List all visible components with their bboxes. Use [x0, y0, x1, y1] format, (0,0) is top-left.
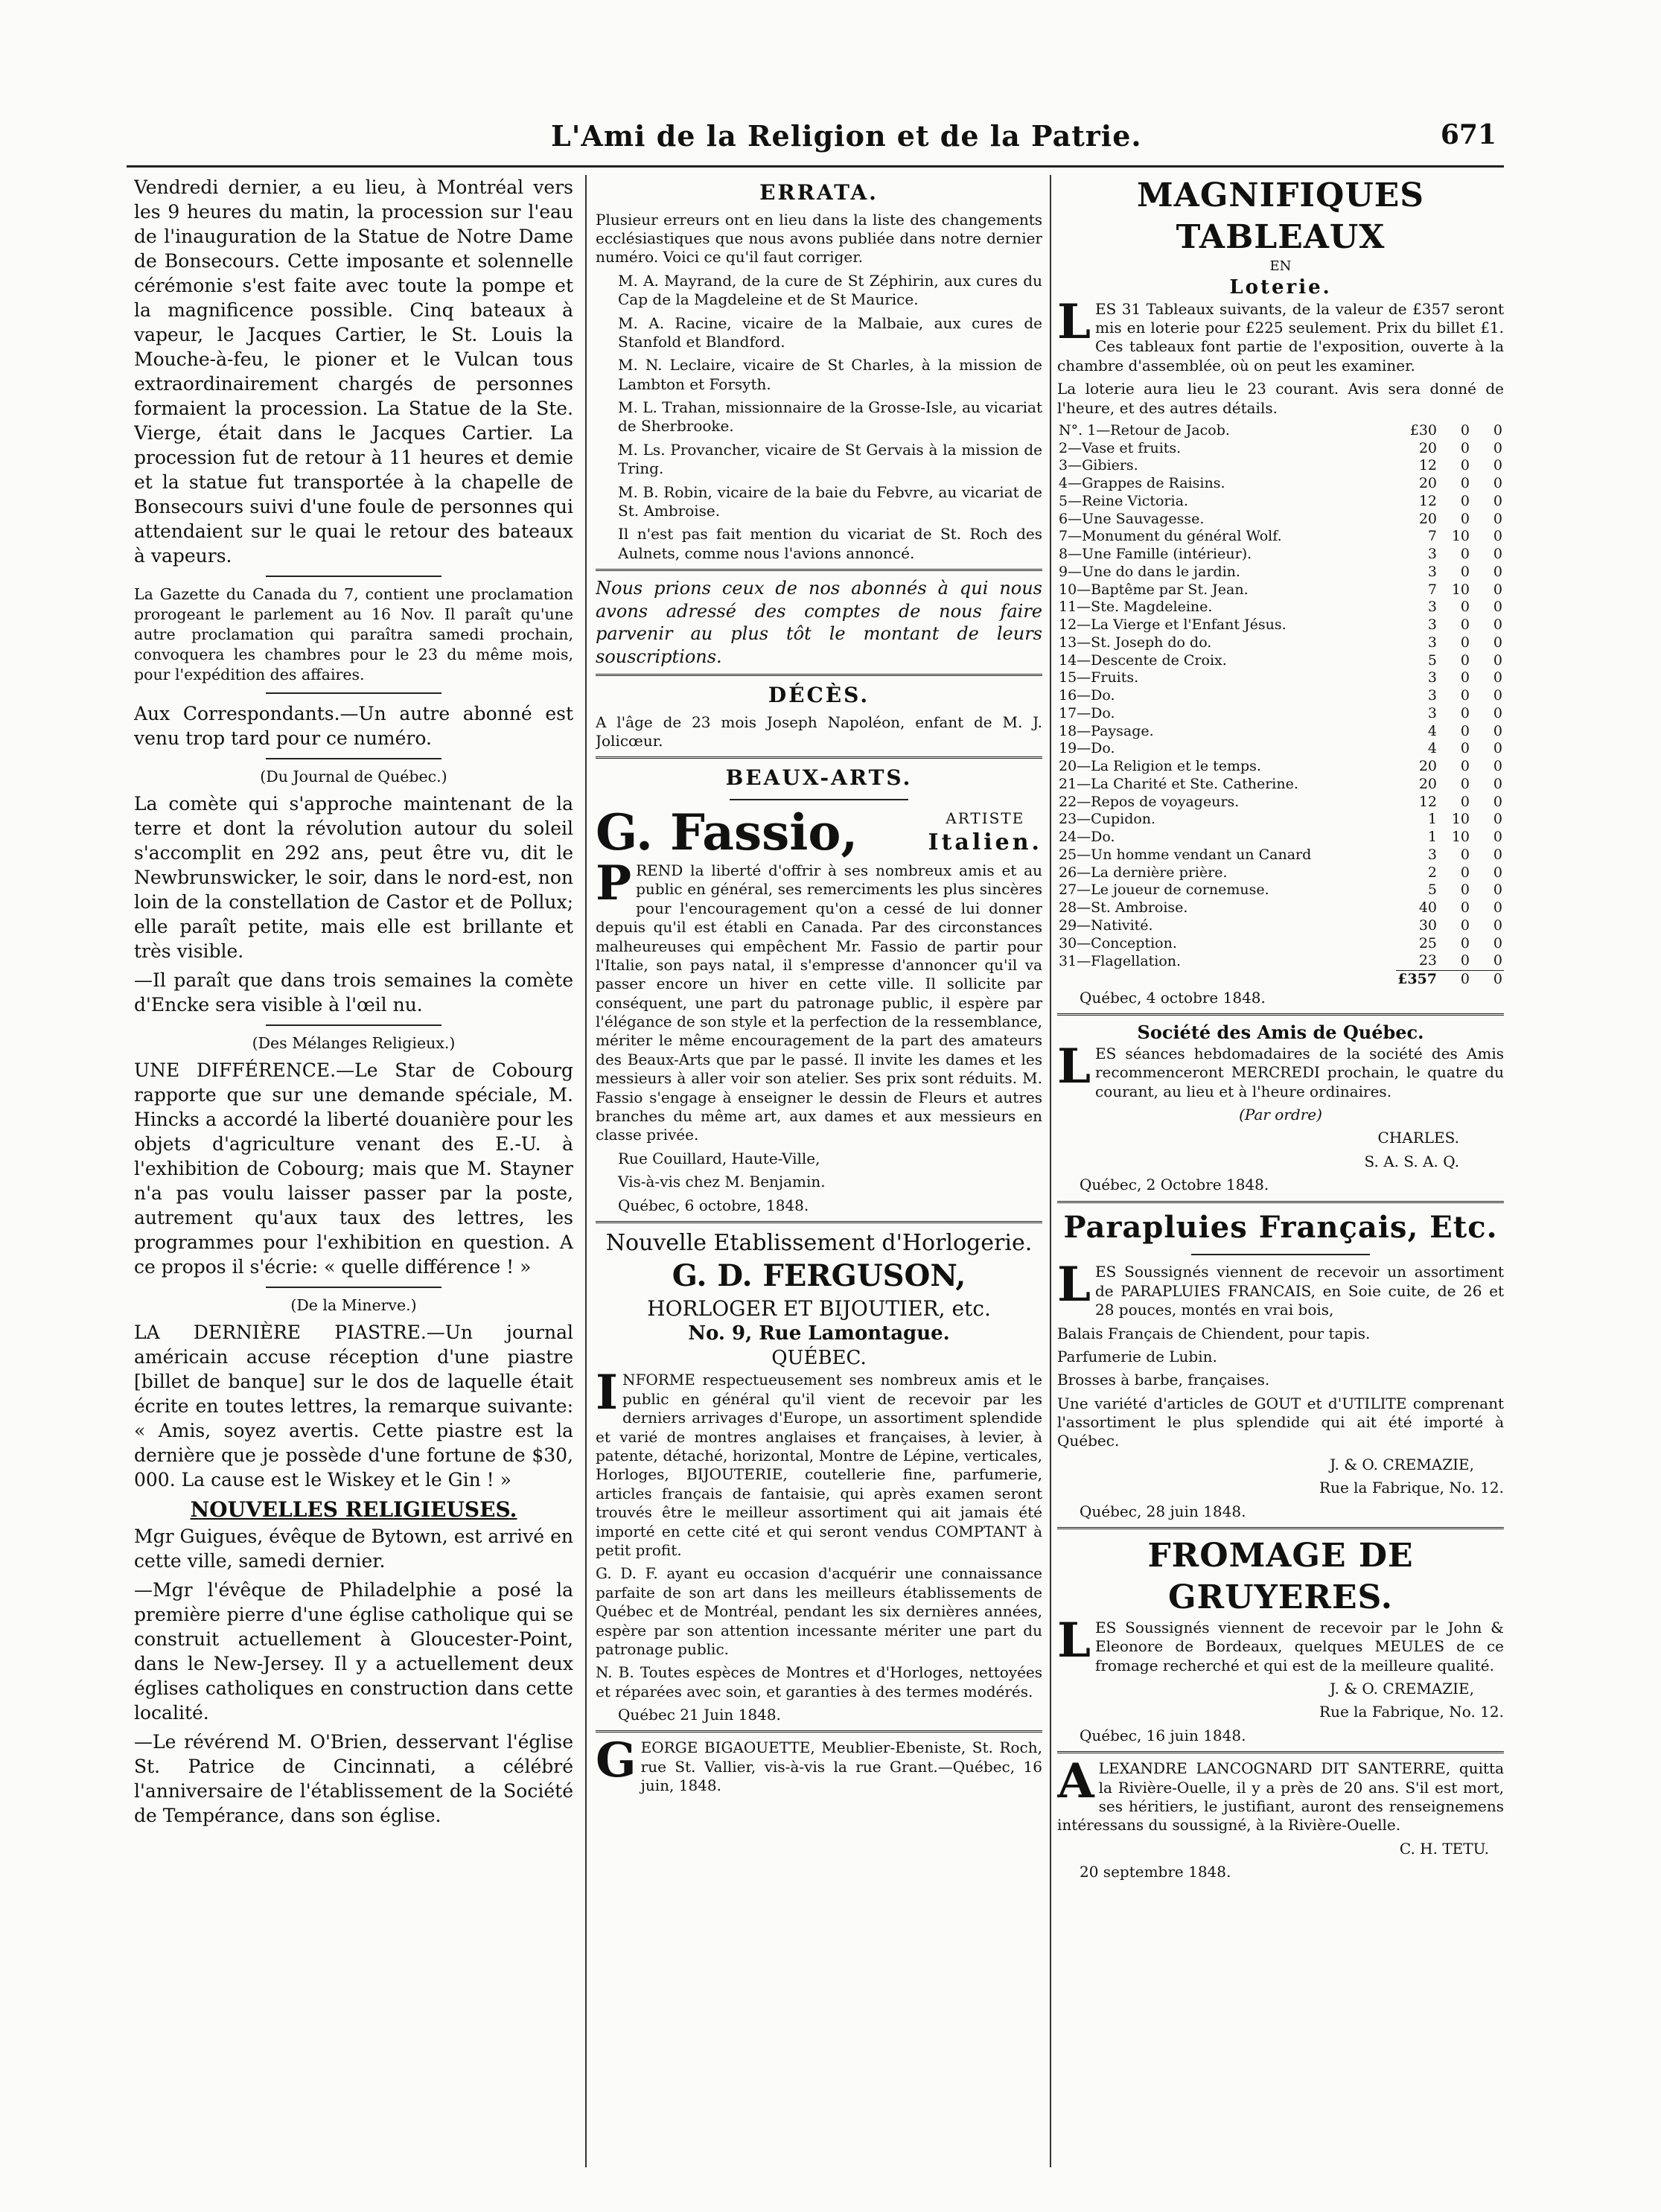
- loterie-row: [1057, 581, 1504, 599]
- price-pence: 0: [1493, 758, 1502, 775]
- errata-item: M. A. Racine, vicaire de la Malbaie, aux cures de Stanfold et Blandford.: [618, 313, 1042, 351]
- painting-title: 3—Gibiers.: [1059, 457, 1138, 474]
- painting-title: 9—Une do dans le jardin.: [1059, 563, 1240, 580]
- painting-title: N°. 1—Retour de Jacob.: [1059, 421, 1230, 439]
- price-pence: 0: [1493, 793, 1502, 810]
- price-pounds: 3: [1427, 704, 1437, 721]
- tableaux-intro-2: La loterie aura lieu le 23 courant. Avis sera donné de l'heure, et des autres détails.: [1057, 380, 1504, 417]
- price-pence: 0: [1493, 457, 1502, 474]
- loterie-row: [1057, 457, 1504, 475]
- separator: [596, 674, 1042, 676]
- painting-title: 13—St. Joseph do do.: [1059, 634, 1212, 651]
- price-pence: 0: [1493, 687, 1502, 704]
- parapluies-body: ES Soussignés viennent de recevoir un assortiment de PARAPLUIES FRANCAIS, en Soie cuite, de 26 et 28 pouces, montés en vrai bois,: [1095, 1263, 1504, 1319]
- total-pounds: £357: [1397, 971, 1437, 988]
- dropcap: L: [1057, 1038, 1091, 1094]
- page-number: 671: [1440, 119, 1496, 150]
- fassio-italien: Italien.: [928, 829, 1042, 855]
- loterie-row: [1057, 511, 1504, 529]
- ferguson-body: NFORME respectueusement ses nombreux amis et le public en général qu'il vient de recevoir par les derniers arrivages d'Europe, un assortiment splendide et varié de montres anglaises et françaises, à levier, à patente, détaché, horizontal, Montre de Lépine, verticales, Horloges, BIJOUTERIE, coutellerie fine, parfumerie, articles français de fantaisie, qui après examen seront trouvés être le meilleur assortiment qui ait jamais été importé en cette cité et qui seront vendus COMPTANT à petit profit.: [596, 1371, 1042, 1559]
- fromage-date: Québec, 16 juin 1848.: [1080, 1726, 1246, 1744]
- painting-title: 11—Ste. Magdeleine.: [1059, 599, 1213, 616]
- societe-body: ES séances hebdomadaires de la société des Amis recommenceront MERCREDI prochain, le quatre du courant, au lieu et à l'heure ordinaires.: [1095, 1044, 1504, 1100]
- price-pence: 0: [1493, 421, 1502, 439]
- painting-title: 19—Do.: [1059, 740, 1115, 757]
- ferguson-date: Québec 21 Juin 1848.: [618, 1706, 781, 1724]
- cremazie-name-1: J. & O. CREMAZIE,: [1330, 1455, 1474, 1473]
- price-pence: 0: [1493, 811, 1502, 828]
- price-pence: 0: [1493, 669, 1502, 686]
- loterie-row: [1057, 493, 1504, 511]
- painting-title: 7—Monument du général Wolf.: [1059, 528, 1282, 545]
- separator: [1057, 1751, 1504, 1753]
- loterie-row: [1057, 422, 1504, 440]
- price-pence: 0: [1493, 775, 1502, 792]
- article-derniere-piastre: LA DERNIÈRE PIASTRE.—Un journal américain accuse réception d'une piastre [billet de banque] sur le dos de laquelle était écrite en toutes lettres, la remarque suivante: « Amis, soyez avertis. Cette piastre est la dernière que je possède d'une fortune de $30, 000. La cause est le Wiskey et le Gin ! »: [134, 1322, 573, 1491]
- price-pounds: 20: [1418, 439, 1437, 456]
- dropcap: L: [1057, 1612, 1091, 1668]
- price-shillings: 0: [1460, 758, 1470, 775]
- separator: [266, 1024, 441, 1026]
- parapluies-text: [1057, 1257, 1504, 1319]
- painting-title: 8—Une Famille (intérieur).: [1059, 546, 1252, 563]
- price-shillings: 0: [1460, 704, 1470, 721]
- separator: [266, 758, 441, 759]
- painting-title: 15—Fruits.: [1059, 669, 1139, 686]
- brosses-line: Brosses à barbe, françaises.: [1057, 1371, 1270, 1389]
- separator: [596, 1221, 1042, 1223]
- price-pounds: 7: [1427, 581, 1437, 598]
- tableaux-date: Québec, 4 octobre 1848.: [1080, 988, 1266, 1007]
- ferguson-subtitle: HORLOGER ET BIJOUTIER, etc.: [647, 1295, 991, 1321]
- fassio-address-1: Rue Couillard, Haute-Ville,: [618, 1149, 820, 1167]
- parfumerie-line: Parfumerie de Lubin.: [1057, 1347, 1217, 1365]
- price-shillings: 10: [1451, 581, 1470, 598]
- loterie-row: [1057, 935, 1504, 953]
- price-pounds: 7: [1427, 528, 1437, 545]
- price-pounds: 20: [1418, 510, 1437, 527]
- loterie-row: [1057, 687, 1504, 705]
- price-shillings: 0: [1460, 687, 1470, 704]
- loterie-row: [1057, 829, 1504, 847]
- total-pence: 0: [1471, 971, 1504, 989]
- painting-title: 10—Baptême par St. Jean.: [1059, 581, 1249, 598]
- societe-title: Société des Amis de Québec.: [1137, 1021, 1424, 1044]
- fassio-tagline: [928, 809, 1042, 856]
- price-shillings: 0: [1460, 616, 1470, 634]
- errata-item: M. B. Robin, vicaire de la baie du Febvre, au vicariat de St. Ambroise.: [618, 482, 1042, 520]
- price-pounds: 2: [1427, 864, 1437, 881]
- price-pence: 0: [1493, 599, 1502, 616]
- dropcap: P: [596, 855, 632, 911]
- column-1: [134, 175, 573, 2167]
- loterie-row: [1057, 740, 1504, 758]
- signature-tetu: C. H. TETU.: [1399, 1839, 1489, 1858]
- loterie-row: [1057, 847, 1504, 864]
- price-shillings: 0: [1460, 492, 1470, 509]
- price-pence: 0: [1493, 882, 1502, 899]
- painting-title: 2—Vase et fruits.: [1059, 439, 1182, 456]
- separator: [1057, 1201, 1504, 1203]
- price-shillings: 0: [1460, 775, 1470, 792]
- price-shillings: 0: [1460, 599, 1470, 616]
- price-shillings: 0: [1460, 669, 1470, 686]
- loterie-row: [1057, 652, 1504, 670]
- separator: [266, 1287, 441, 1288]
- price-pence: 0: [1493, 581, 1502, 598]
- price-pence: 0: [1493, 475, 1502, 492]
- article-obrien: —Le révérend M. O'Brien, desservant l'église St. Patrice de Cincinnati, a célébré l'anniversaire de l'établissement de la Société de Tempérance, dans son église.: [134, 1731, 573, 1827]
- price-pounds: £30: [1409, 421, 1437, 439]
- loterie-row: [1057, 546, 1504, 564]
- price-shillings: 0: [1460, 882, 1470, 899]
- painting-title: 25—Un homme vendant un Canard: [1059, 846, 1312, 863]
- price-pounds: 3: [1427, 599, 1437, 616]
- loterie-row: [1057, 811, 1504, 829]
- separator: [1057, 1527, 1504, 1529]
- price-pence: 0: [1493, 722, 1502, 739]
- errata-item: Il n'est pas fait mention du vicariat de St. Roch des Aulnets, comme nous l'avions annoncé.: [618, 525, 1042, 562]
- page-header: [127, 119, 1504, 164]
- price-pence: 0: [1493, 934, 1502, 952]
- painting-title: 28—St. Ambroise.: [1059, 899, 1188, 917]
- price-shillings: 0: [1460, 952, 1470, 969]
- fassio-date: Québec, 6 octobre, 1848.: [618, 1196, 809, 1214]
- errata-item: M. N. Leclaire, vicaire de St Charles, à la mission de Lambton et Forsyth.: [618, 356, 1042, 393]
- price-shillings: 10: [1451, 829, 1470, 846]
- ferguson-city: QUÉBEC.: [771, 1347, 867, 1370]
- societe-text: [1057, 1038, 1504, 1101]
- loterie-row: [1057, 794, 1504, 812]
- price-pence: 0: [1493, 899, 1502, 917]
- price-shillings: 0: [1460, 546, 1470, 563]
- separator: [266, 576, 441, 577]
- price-pounds: 3: [1427, 634, 1437, 651]
- fromage-text: [1057, 1612, 1504, 1675]
- price-pence: 0: [1493, 546, 1502, 563]
- price-shillings: 0: [1460, 457, 1470, 474]
- source-journal-quebec: (Du Journal de Québec.): [260, 768, 447, 786]
- separator: [730, 799, 908, 800]
- alexandre-ad: [1057, 1753, 1504, 1835]
- price-pence: 0: [1493, 439, 1502, 456]
- painting-title: 27—Le joueur de cornemuse.: [1059, 882, 1269, 899]
- fassio-body: REND la liberté d'offrir à ses nombreux amis et au public en général, ses remerciments les plus sincères pour l'encouragement qu'on a cessé de lui donner depuis qu'il est établi en Canada. Par des circonstances malheureuses qui empêchent Mr. Fassio de partir pour l'Italie, son pays natal, il s'empresse d'annoncer qu'il va passer encore un hiver en cette ville. Il sollicite par conséquent, une part du patronage public, il espère par l'élégance de son style et la perfection de la ressemblance, mériter le même encouragement de la part des amateurs des Beaux-Arts que par le passé. Il invite les dames et les messieurs à aller voir son atelier. Ses prix sont réduits. M. Fassio s'engage à enseigner le dessin de Fleurs et autres branches du même art, aux dames et aux messieurs en classe privée.: [596, 861, 1042, 1144]
- painting-title: 23—Cupidon.: [1059, 811, 1156, 828]
- article-encke: —Il paraît que dans trois semaines la comète d'Encke sera visible à l'œil nu.: [134, 969, 573, 1016]
- cremazie-address-2: Rue la Fabrique, No. 12.: [1319, 1703, 1504, 1721]
- loterie-row: [1057, 899, 1504, 917]
- dropcap: I: [596, 1365, 618, 1421]
- fassio-heading: [596, 803, 1042, 861]
- painting-title: 21—La Charité et Ste. Catherine.: [1059, 775, 1298, 792]
- painting-title: 16—Do.: [1059, 687, 1115, 704]
- price-pence: 0: [1493, 510, 1502, 527]
- painting-title: 12—La Vierge et l'Enfant Jésus.: [1059, 616, 1287, 634]
- errata-item: M. L. Trahan, missionnaire de la Grosse-Isle, au vicariat de Sherbrooke.: [618, 398, 1042, 436]
- painting-title: 14—Descente de Croix.: [1059, 651, 1227, 669]
- price-pounds: 5: [1427, 882, 1437, 899]
- fassio-name: G. Fassio,: [596, 803, 858, 861]
- notice-correspondants: Aux Correspondants.—Un autre abonné est venu trop tard pour ce numéro.: [134, 703, 573, 750]
- price-shillings: 0: [1460, 651, 1470, 669]
- bigaouette-ad: [596, 1733, 1042, 1795]
- separator: [596, 756, 1042, 759]
- balais-line: Balais Français de Chiendent, pour tapis.: [1057, 1324, 1371, 1342]
- painting-title: 18—Paysage.: [1059, 722, 1154, 739]
- price-shillings: 0: [1460, 917, 1470, 934]
- painting-title: 5—Reine Victoria.: [1059, 492, 1188, 509]
- painting-title: 29—Nativité.: [1059, 917, 1153, 934]
- article-procession: Vendredi dernier, a eu lieu, à Montréal vers les 9 heures du matin, la procession sur l'eau de l'inauguration de la Statue de Notre Dame de Bonsecours. Cette imposante et solennelle cérémonie s'est faite avec toute la pompe et la magnificence possible. Cinq bateaux à vapeur, le Jacques Cartier, le St. Louis la Mouche-à-feu, le pioner et le Vulcan tous extraordinairement chargés de personnes formaient la procession. La Statue de la Ste. Vierge, était dans le Jacques Cartier. La procession fut de retour à 11 heures et demie et la statue fut transportée à la chapelle de Bonsecours suivi d'une foule de personnes qui attendaient sur le quai le retour des bateaux à vapeurs.: [134, 176, 573, 567]
- price-pence: 0: [1493, 917, 1502, 934]
- societe-date: Québec, 2 Octobre 1848.: [1080, 1176, 1269, 1194]
- loterie-row: [1057, 952, 1504, 970]
- price-pence: 0: [1493, 616, 1502, 634]
- article-gazette: La Gazette du Canada du 7, contient une proclamation prorogeant le parlement au 16 Nov. Il paraît qu'une autre proclamation qui paraîtra samedi prochain, convoquera les chambres pour le 23 du même mois, pour l'expédition des affaires.: [134, 585, 573, 684]
- loterie-row: [1057, 616, 1504, 634]
- tableaux-intro-text: ES 31 Tableaux suivants, de la valeur de £357 seront mis en loterie pour £225 seulement. Prix du billet £1. Ces tableaux font partie de l'exposition, ouverte à la chambre d'assemblée, où on peut les examiner.: [1057, 299, 1504, 374]
- article-guigues: Mgr Guigues, évêque de Bytown, est arrivé en cette ville, samedi dernier.: [134, 1526, 573, 1572]
- price-pounds: 25: [1418, 934, 1437, 952]
- column-divider-2: [1050, 175, 1051, 2167]
- loterie-row: [1057, 776, 1504, 794]
- loterie-row: [1057, 705, 1504, 723]
- errata-intro: Plusieur erreurs ont en lieu dans la liste des changements ecclésiastiques que nous avons publiée dans notre dernier numéro. Voici ce qu'il faut corriger.: [596, 210, 1042, 267]
- variete-text: Une variété d'articles de GOUT et d'UTILITE comprenant l'assortiment le plus splendide qui ait été importé à Québec.: [1057, 1394, 1504, 1450]
- price-shillings: 0: [1460, 421, 1470, 439]
- painting-title: 17—Do.: [1059, 704, 1115, 721]
- loterie-row: [1057, 564, 1504, 581]
- price-pounds: 3: [1427, 546, 1437, 563]
- notice-abonnes: Nous prions ceux de nos abonnés à qui nous avons adressé des comptes de nous faire parvenir au plus tôt le montant de leurs souscriptions.: [596, 578, 1042, 667]
- separator: [596, 1730, 1042, 1733]
- errata-item: M. A. Mayrand, de la cure de St Zéphirin, aux cures du Cap de la Magdeleine et de St Maurice.: [618, 271, 1042, 309]
- price-shillings: 0: [1460, 864, 1470, 881]
- price-pounds: 12: [1418, 457, 1437, 474]
- fassio-address-2: Vis-à-vis chez M. Benjamin.: [618, 1173, 826, 1191]
- loterie-row: [1057, 440, 1504, 458]
- price-pounds: 20: [1418, 775, 1437, 792]
- fromage-body: ES Soussignés viennent de recevoir par le John & Eleonore de Bordeaux, quelques MEULES de ce fromage recherché et qui est de la meilleure qualité.: [1095, 1618, 1504, 1674]
- painting-title: 6—Une Sauvagesse.: [1059, 510, 1205, 527]
- price-shillings: 0: [1460, 475, 1470, 492]
- tableaux-loterie: Loterie.: [1229, 275, 1332, 299]
- parapluies-title: Parapluies Français, Etc.: [1063, 1209, 1498, 1245]
- tableaux-intro: [1057, 293, 1504, 376]
- price-pounds: 3: [1427, 687, 1437, 704]
- signature-charles: CHARLES.: [1377, 1129, 1459, 1147]
- price-pounds: 3: [1427, 846, 1437, 863]
- ferguson-nb: N. B. Toutes espèces de Montres et d'Horloges, nettoyées et réparées avec soin, et garanties à des termes modérés.: [596, 1663, 1042, 1701]
- price-shillings: 0: [1460, 740, 1470, 757]
- price-pence: 0: [1493, 651, 1502, 669]
- price-pence: 0: [1493, 634, 1502, 651]
- signature-sasaq: S. A. S. A. Q.: [1364, 1152, 1459, 1170]
- painting-title: 31—Flagellation.: [1059, 952, 1182, 969]
- price-pounds: 3: [1427, 669, 1437, 686]
- price-pence: 0: [1493, 864, 1502, 881]
- alexandre-date: 20 septembre 1848.: [1080, 1863, 1231, 1881]
- dropcap: L: [1057, 293, 1091, 350]
- source-minerve: (De la Minerve.): [290, 1296, 417, 1315]
- loterie-row: [1057, 864, 1504, 882]
- separator: [596, 569, 1042, 571]
- dropcap: G: [596, 1733, 637, 1789]
- price-pence: 0: [1493, 528, 1502, 545]
- price-shillings: 10: [1451, 528, 1470, 545]
- article-comete: La comète qui s'approche maintenant de la terre et dont la révolution autour du soleil s'accomplit en 292 ans, peut être vu, dit le Newbrunswicker, le soir, dans le nord-est, non loin de la constellation de Castor et de Pollux; elle paraît petite, mais elle est brillante et très visible.: [134, 793, 573, 963]
- horlogerie-title: Nouvelle Etablissement d'Horlogerie.: [605, 1229, 1033, 1256]
- errata-item: M. Ls. Provancher, vicaire de St Gervais à la mission de Tring.: [618, 440, 1042, 478]
- price-pounds: 20: [1418, 475, 1437, 492]
- header-rule: [127, 165, 1504, 168]
- fassio-artiste: ARTISTE: [946, 809, 1025, 828]
- dropcap: L: [1057, 1257, 1091, 1313]
- loterie-row: [1057, 599, 1504, 616]
- loterie-row: [1057, 882, 1504, 899]
- price-shillings: 0: [1460, 899, 1470, 917]
- ferguson-gdf: G. D. F. ayant eu occasion d'acquérir une connaissance parfaite de son art dans les meilleurs établissements de Québec et de Montréal, pendant les six dernières années, espère par son attention incessante mériter une part du patronage public.: [596, 1564, 1042, 1658]
- separator: [1191, 1254, 1370, 1255]
- article-difference: UNE DIFFÉRENCE.—Le Star de Cobourg rapporte que sur une demande spéciale, M. Hincks a accordé la liberté douanière pour les objets d'agriculture venant des E.-U. à l'exhibition de Cobourg; mais que M. Stayner n'a pas voulu laisser passer par la poste, autrement qu'aux taux des lettres, les programmes pour l'exhibition en question. A ce propos il s'écrie: « quelle différence ! »: [134, 1059, 573, 1278]
- price-shillings: 0: [1460, 634, 1470, 651]
- painting-title: 4—Grappes de Raisins.: [1059, 475, 1225, 492]
- ferguson-text: [596, 1365, 1042, 1560]
- article-philadelphie: —Mgr l'évêque de Philadelphie a posé la première pierre d'une église catholique qui se construit actuellement à Gloucester-Point, dans le New-Jersey. Il y a actuellement deux églises catholiques en construction dans cette localité.: [134, 1579, 573, 1724]
- price-pence: 0: [1493, 492, 1502, 509]
- cremazie-name-2: J. & O. CREMAZIE,: [1330, 1679, 1474, 1698]
- price-shillings: 0: [1460, 793, 1470, 810]
- price-pounds: 23: [1418, 952, 1437, 969]
- separator: [266, 692, 441, 694]
- price-pence: 0: [1493, 740, 1502, 757]
- errata-title: ERRATA.: [759, 180, 879, 205]
- tableaux-en: EN: [1269, 258, 1292, 274]
- cremazie-address-1: Rue la Fabrique, No. 12.: [1319, 1479, 1504, 1497]
- ferguson-address: No. 9, Rue Lamontague.: [688, 1322, 950, 1345]
- painting-title: 22—Repos de voyageurs.: [1059, 793, 1240, 810]
- price-shillings: 0: [1460, 563, 1470, 580]
- beaux-arts-title: BEAUX-ARTS.: [725, 765, 913, 791]
- loterie-table: [1057, 422, 1504, 989]
- parapluies-date: Québec, 28 juin 1848.: [1080, 1502, 1246, 1520]
- painting-title: 26—La dernière prière.: [1059, 864, 1228, 881]
- price-pounds: 30: [1418, 917, 1437, 934]
- loterie-row: [1057, 758, 1504, 776]
- painting-title: 20—La Religion et le temps.: [1059, 758, 1261, 775]
- price-pounds: 40: [1418, 899, 1437, 917]
- price-shillings: 0: [1460, 846, 1470, 863]
- price-pounds: 4: [1427, 722, 1437, 739]
- price-pence: 0: [1493, 846, 1502, 863]
- deces-text: A l'âge de 23 mois Joseph Napoléon, enfant de M. J. Jolicœur.: [596, 713, 1042, 750]
- column-divider-1: [585, 175, 587, 2167]
- fassio-text: [596, 855, 1042, 1145]
- price-pence: 0: [1493, 829, 1502, 846]
- price-pounds: 1: [1427, 829, 1437, 846]
- loterie-row: [1057, 723, 1504, 741]
- price-shillings: 0: [1460, 722, 1470, 739]
- price-pounds: 1: [1427, 811, 1437, 828]
- bigaouette-text: EORGE BIGAOUETTE, Meublier-Ebeniste, St. Roch, rue St. Vallier, vis-à-vis la rue Grant.—Québec, 16 juin, 1848.: [640, 1738, 1042, 1795]
- painting-title: 30—Conception.: [1059, 934, 1177, 952]
- fromage-title: FROMAGE DE GRUYERES.: [1147, 1537, 1414, 1616]
- tableaux-title: MAGNIFIQUES TABLEAUX: [1136, 176, 1425, 256]
- painting-title: 24—Do.: [1059, 829, 1115, 846]
- source-melanges: (Des Mélanges Religieux.): [252, 1034, 456, 1053]
- loterie-row: [1057, 917, 1504, 935]
- ferguson-name: G. D. FERGUSON,: [672, 1258, 966, 1294]
- price-pence: 0: [1493, 563, 1502, 580]
- price-shillings: 0: [1460, 510, 1470, 527]
- total-shillings: 0: [1438, 971, 1471, 989]
- price-pounds: 3: [1427, 563, 1437, 580]
- loterie-total-row: [1057, 971, 1504, 989]
- par-ordre: (Par ordre): [1239, 1106, 1322, 1123]
- newspaper-title: L'Ami de la Religion et de la Patrie.: [551, 119, 1142, 153]
- loterie-row: [1057, 528, 1504, 546]
- alexandre-body: LEXANDRE LANCOGNARD DIT SANTERRE, quitta la Rivière-Ouelle, il y a près de 20 ans. S'il est mort, ses héritiers, le justifiant, auront des renseignemens intéressans du soussigné, à la Rivière-Ouelle.: [1057, 1759, 1504, 1835]
- loterie-row: [1057, 634, 1504, 652]
- price-pence: 0: [1493, 704, 1502, 721]
- price-shillings: 10: [1451, 811, 1470, 828]
- dropcap: A: [1057, 1753, 1094, 1810]
- price-shillings: 0: [1460, 934, 1470, 952]
- separator: [1057, 1013, 1504, 1016]
- loterie-row: [1057, 669, 1504, 687]
- price-shillings: 0: [1460, 439, 1470, 456]
- price-pounds: 3: [1427, 616, 1437, 634]
- price-pence: 0: [1493, 952, 1502, 969]
- price-pounds: 20: [1418, 758, 1437, 775]
- column-3: [1057, 175, 1504, 2167]
- loterie-row: [1057, 475, 1504, 493]
- column-2: [596, 175, 1042, 2167]
- price-pounds: 12: [1418, 492, 1437, 509]
- deces-title: DÉCÈS.: [768, 683, 870, 708]
- heading-nouvelles-religieuses: NOUVELLES RELIGIEUSES.: [190, 1497, 517, 1523]
- price-pounds: 5: [1427, 651, 1437, 669]
- price-pounds: 12: [1418, 793, 1437, 810]
- price-pounds: 4: [1427, 740, 1437, 757]
